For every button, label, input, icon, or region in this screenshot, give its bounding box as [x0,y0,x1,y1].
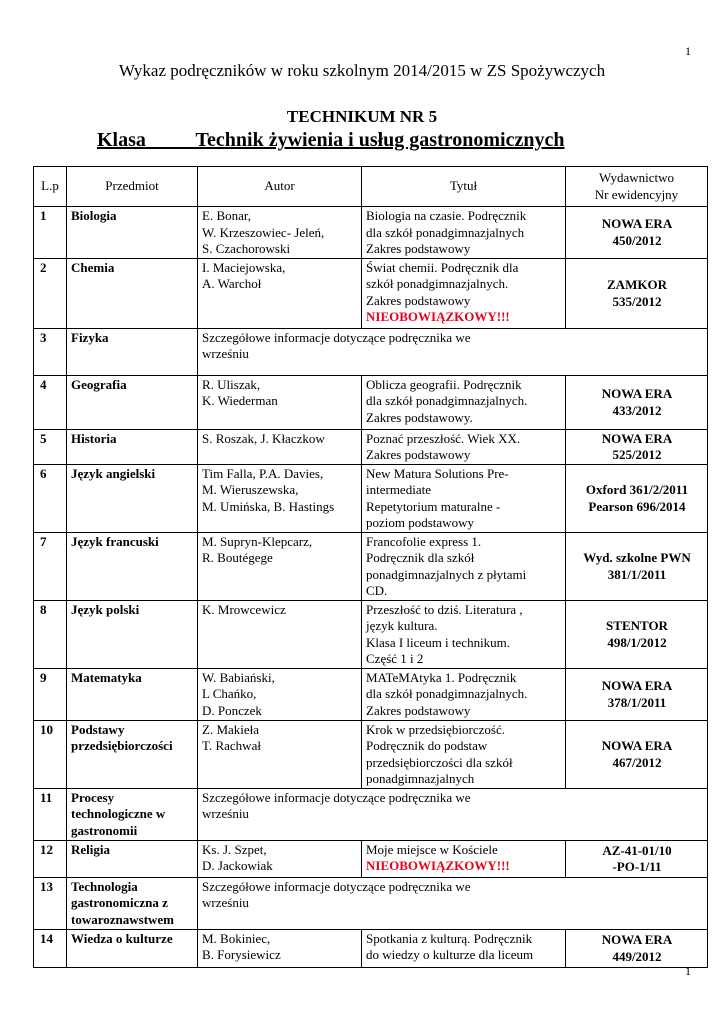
cell-lp: 1 [34,207,67,259]
title-line: Spotkania z kulturą. Podręcznik [366,930,533,946]
page-number-top: 1 [685,44,691,58]
class-name: Technik żywienia i usług gastronomicznych [195,129,565,151]
cell-author [198,207,362,259]
title-line: MATeMAtyka 1. Podręcznik [366,669,517,685]
cell-title [362,375,566,429]
merged-line: Szczegółowe informacje dotyczące podręcznika we [202,789,471,805]
optional-note: NIEOBOWIĄZKOWY!!! [366,309,510,324]
publisher-line: 525/2012 [612,447,662,462]
author-line: A. Warchoł [202,276,262,291]
textbook-table [33,166,708,968]
col-header-lp: L.p [34,167,67,207]
title-line: CD. [366,583,388,598]
cell-lp: 10 [34,720,67,788]
author-line: E. Bonar, [202,208,251,223]
cell-info-merged [198,877,708,929]
cell-subject: Geografia [67,375,198,429]
cell-lp: 9 [34,668,67,720]
title-line: Zakres podstawowy [366,292,471,308]
author-line: T. Rachwał [202,738,261,753]
author-line: K. Mrowcewicz [202,601,286,617]
publisher-line: STENTOR [606,618,668,633]
cell-lp: 5 [34,429,67,464]
publisher-line: NOWA ERA [601,430,673,446]
title-line: ponadgimnazjalnych z płytami [366,566,527,582]
cell-lp: 6 [34,464,67,532]
table-row [34,532,708,600]
author-line: I. Maciejowska, [202,259,286,275]
table-row [34,720,708,788]
title-line: Część 1 i 2 [366,651,424,666]
cell-title [362,840,566,877]
author-line: D. Ponczek [202,702,262,718]
publisher-line: Oxford 361/2/2011 [585,482,689,497]
col-header-publisher-line2: Nr ewidencyjny [594,186,679,202]
cell-author [198,840,362,877]
publisher-line: NOWA ERA [601,386,673,401]
col-header-publisher-line1: Wydawnictwo [598,170,675,185]
title-line: Francofolie express 1. [366,533,482,549]
title-line: Zakres podstawowy [366,702,471,718]
title-line: Klasa I liceum i technikum. [366,634,511,650]
cell-title [362,207,566,259]
author-line: L Chańko, [202,686,257,701]
cell-publisher [566,668,708,720]
table-row [34,375,708,429]
cell-title [362,429,566,464]
title-line: dla szkół ponadgimnazjalnych. [366,686,528,701]
table-row [34,464,708,532]
school-name: TECHNIKUM NR 5 [286,107,438,126]
cell-lp: 7 [34,532,67,600]
title-line: dla szkół ponadgimnazjalnych [366,224,525,240]
cell-lp: 8 [34,600,67,668]
title-line: Zakres podstawowy [366,447,471,462]
class-label: Klasa [97,129,146,151]
cell-publisher [566,375,708,429]
merged-line: Szczegółowe informacje dotyczące podręcznika we [202,878,471,894]
title-line: Poznać przeszłość. Wiek XX. [366,430,521,446]
title-line: intermediate [366,482,431,497]
publisher-line: Pearson 696/2014 [588,498,686,514]
cell-info-merged [198,788,708,840]
cell-subject: Chemia [67,258,198,328]
cell-title [362,532,566,600]
publisher-line: Wyd. szkolne PWN [583,550,691,565]
col-header-subject: Przedmiot [67,167,198,207]
publisher-line: NOWA ERA [601,216,673,232]
author-line: S. Roszak, J. Kłaczkow [202,430,325,446]
author-line: W. Babiański, [202,669,275,685]
page-number-bottom: 1 [685,964,691,978]
publisher-line: NOWA ERA [601,932,673,947]
title-line: Moje miejsce w Kościele [366,841,498,857]
title-line: Podręcznik dla szkół [366,550,475,565]
publisher-line: AZ-41-01/10 [602,842,672,858]
optional-note: NIEOBOWIĄZKOWY!!! [366,858,510,873]
table-row [34,258,708,328]
cell-subject: Wiedza o kulturze [67,929,198,967]
cell-subject: Biologia [67,207,198,259]
cell-author [198,464,362,532]
author-line: Z. Makieła [202,721,260,737]
cell-subject: Technologia gastronomiczna z towaroznawstwem [67,877,198,929]
col-header-author: Autor [198,167,362,207]
title-line: Świat chemii. Podręcznik dla [366,259,519,275]
table-row [34,668,708,720]
cell-publisher [566,600,708,668]
cell-subject: Podstawy przedsiębiorczości [67,720,198,788]
col-header-title: Tytuł [362,167,566,207]
author-line: Tim Falla, P.A. Davies, [202,465,324,481]
merged-line: Szczegółowe informacje dotyczące podręcznika we [202,329,471,345]
title-line: Podręcznik do podstaw [366,738,488,753]
publisher-line: -PO-1/11 [612,859,662,874]
author-line: M. Supryn-Klepcarz, [202,533,313,549]
cell-lp: 12 [34,840,67,877]
cell-lp: 13 [34,877,67,929]
table-row [34,840,708,877]
table-row [34,600,708,668]
table-row [34,429,708,464]
cell-subject: Język francuski [67,532,198,600]
publisher-line: 450/2012 [612,232,662,248]
title-line: Krok w przedsiębiorczość. [366,721,505,737]
title-line: poziom podstawowy [366,515,474,530]
cell-lp: 3 [34,328,67,375]
cell-subject: Historia [67,429,198,464]
title-line: Zakres podstawowy. [366,409,473,425]
publisher-line: NOWA ERA [601,678,673,693]
publisher-line: 535/2012 [612,293,662,309]
cell-subject: Matematyka [67,668,198,720]
cell-publisher [566,532,708,600]
cell-publisher [566,207,708,259]
author-line: K. Wiederman [202,393,278,408]
author-line: R. Uliszak, [202,376,261,392]
cell-lp: 4 [34,375,67,429]
table-header-row [34,167,708,207]
cell-publisher [566,464,708,532]
merged-line: wrześniu [202,346,249,361]
title-line: Biologia na czasie. Podręcznik [366,208,527,223]
cell-author [198,600,362,668]
cell-title [362,258,566,328]
author-line: D. Jackowiak [202,858,273,873]
table-row [34,328,708,375]
merged-line: wrześniu [202,895,249,910]
title-line: przedsiębiorczości dla szkół [366,754,513,770]
title-line: Przeszłość to dziś. Literatura , [366,601,523,617]
author-line: M. Bokiniec, [202,930,271,946]
cell-publisher [566,258,708,328]
cell-lp: 2 [34,258,67,328]
cell-title [362,464,566,532]
class-line [97,129,657,152]
title-line: dla szkół ponadgimnazjalnych. [366,393,528,408]
publisher-line: 467/2012 [612,754,662,770]
cell-subject: Język polski [67,600,198,668]
cell-author [198,532,362,600]
document-heading: Wykaz podręczników w roku szkolnym 2014/2015 w ZS Spożywczych [118,61,606,80]
cell-subject: Język angielski [67,464,198,532]
publisher-line: 433/2012 [612,402,662,418]
author-line: M. Wieruszewska, [202,482,299,497]
cell-author [198,258,362,328]
title-line: Oblicza geografii. Podręcznik [366,376,522,392]
publisher-line: NOWA ERA [601,738,673,753]
title-line: New Matura Solutions Pre- [366,465,509,481]
cell-author [198,429,362,464]
title-line: ponadgimnazjalnych [366,771,475,786]
cell-publisher [566,929,708,967]
publisher-line: 449/2012 [612,948,662,964]
cell-author [198,375,362,429]
cell-subject: Fizyka [67,328,198,375]
author-line: Ks. J. Szpet, [202,841,267,857]
publisher-line: 378/1/2011 [607,694,667,710]
publisher-line: ZAMKOR [607,277,667,292]
title-line: Repetytorium maturalne - [366,498,501,514]
cell-publisher [566,720,708,788]
cell-author [198,668,362,720]
cell-author [198,929,362,967]
table-row [34,207,708,259]
publisher-line: 381/1/2011 [607,566,667,582]
cell-title [362,668,566,720]
cell-title [362,929,566,967]
title-line: do wiedzy o kulturze dla liceum [366,947,534,962]
cell-title [362,600,566,668]
col-header-publisher [566,167,708,207]
publisher-line: 498/1/2012 [607,634,667,650]
author-line: M. Umińska, B. Hastings [202,498,335,514]
author-line: B. Forysiewicz [202,947,281,962]
title-line: szkół ponadgimnazjalnych. [366,276,509,291]
table-row [34,877,708,929]
merged-line: wrześniu [202,806,249,821]
cell-subject: Procesy technologiczne w gastronomii [67,788,198,840]
cell-subject: Religia [67,840,198,877]
author-line: S. Czachorowski [202,241,291,256]
cell-info-merged [198,328,708,375]
cell-publisher [566,840,708,877]
cell-title [362,720,566,788]
cell-publisher [566,429,708,464]
cell-lp: 11 [34,788,67,840]
title-line: Zakres podstawowy [366,241,471,256]
cell-author [198,720,362,788]
title-line: język kultura. [366,618,438,633]
cell-lp: 14 [34,929,67,967]
author-line: W. Krzeszowiec- Jeleń, [202,224,325,240]
table-row [34,929,708,967]
table-row [34,788,708,840]
author-line: R. Boutégege [202,550,273,565]
